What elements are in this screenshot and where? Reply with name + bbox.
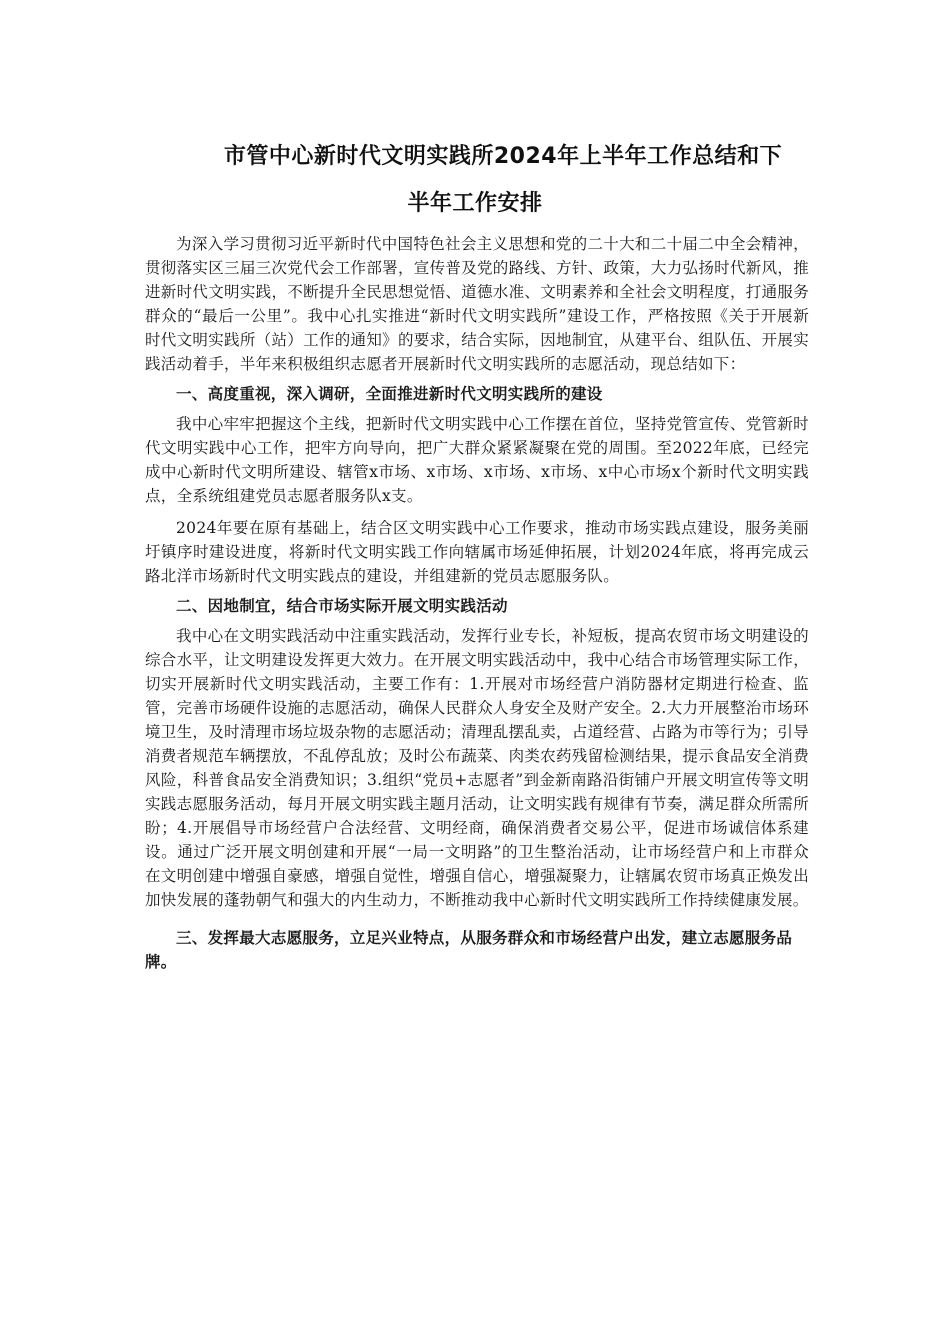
- section-2-paragraph-1: 我中心在文明实践活动中注重实践活动，发挥行业专长，补短板，提高农贸市场文明建设的综合水平，让文明建设发挥更大效力。在开展文明实践活动中，我中心结合市场管理实际工作，切实开展新时代文明实践活动，主要工作有：1.开展对市场经营户消防器材定期进行检查、监管，完善市场硬件设施的志愿活动，确保人民群众人身安全及财产安全。2.大力开展整治市场环境卫生，及时清理市场垃圾杂物的志愿活动；清理乱摆乱卖，占道经营、占路为市等行为；引导消费者规范车辆摆放，不乱停乱放；及时公布蔬菜、肉类农药残留检测结果，提示食品安全消费风险，科普食品安全消费知识；3.组织“党员+志愿者”到金新南路沿街铺户开展文明宣传等文明实践志愿服务活动，每月开展文明实践主题月活动，让文明实践有规律有节奏，满足群众所需所盼；4.开展倡导市场经营户合法经营、文明经商，确保消费者交易公平，促进市场诚信体系建设。通过广泛开展文明创建和开展“一局一文明路”的卫生整治活动，让市场经营户和上市群众在文明创建中增强自豪感，增强自觉性，增强自信心，增强凝聚力，让辖属农贸市场真正焕发出加快发展的蓬勃朝气和强大的内生动力，不断推动我中心新时代文明实践所工作持续健康发展。: [145, 627, 809, 909]
- section-1-paragraph-1: 我中心牢牢把握这个主线，把新时代文明实践中心工作摆在首位，坚持党管宣传、党管新时代文明实践中心工作，把牢方向导向，把广大群众紧紧凝聚在党的周围。至2022年底，已经完成中心新时代文明所建设、辖管x市场、x市场、x市场、x市场、x中心市场x个新时代文明实践点，全系统组建党员志愿者服务队x支。: [145, 415, 809, 505]
- section-2-heading: 二、因地制宜，结合市场实际开展文明实践活动: [176, 597, 508, 615]
- document-body: [145, 232, 809, 980]
- section-3-heading: 三、发挥最大志愿服务，立足兴业特点，从服务群众和市场经营户出发，建立志愿服务品牌。: [145, 929, 793, 971]
- section-1-paragraph-2: 2024年要在原有基础上，结合区文明实践中心工作要求，推动市场实践点建设，服务美丽圩镇序时建设进度，将新时代文明实践工作向辖属市场延伸拓展，计划2024年底，将再完成云路北洋市场新时代文明实践点的建设，并组建新的党员志愿服务队。: [145, 519, 809, 585]
- document-title-line-1: 市管中心新时代文明实践所2024年上半年工作总结和下: [223, 144, 783, 169]
- document-title-line-2: 半年工作安排: [407, 191, 543, 216]
- intro-paragraph: 为深入学习贯彻习近平新时代中国特色社会主义思想和党的二十大和二十届二中全会精神，贯彻落实区三届三次党代会工作部署，宣传普及党的路线、方针、政策，大力弘扬时代新风，推进新时代文明实践，不断提升全民思想觉悟、道德水准、文明素养和全社会文明程度，打通服务群众的“最后一公里”。我中心扎实推进“新时代文明实践所”建设工作，严格按照《关于开展新时代文明实践所（站）工作的通知》的要求，结合实际，因地制宜，从建平台、组队伍、开展实践活动着手，半年来积极组织志愿者开展新时代文明实践所的志愿活动，现总结如下：: [145, 235, 809, 373]
- section-1-heading: 一、高度重视，深入调研，全面推进新时代文明实践所的建设: [176, 385, 603, 403]
